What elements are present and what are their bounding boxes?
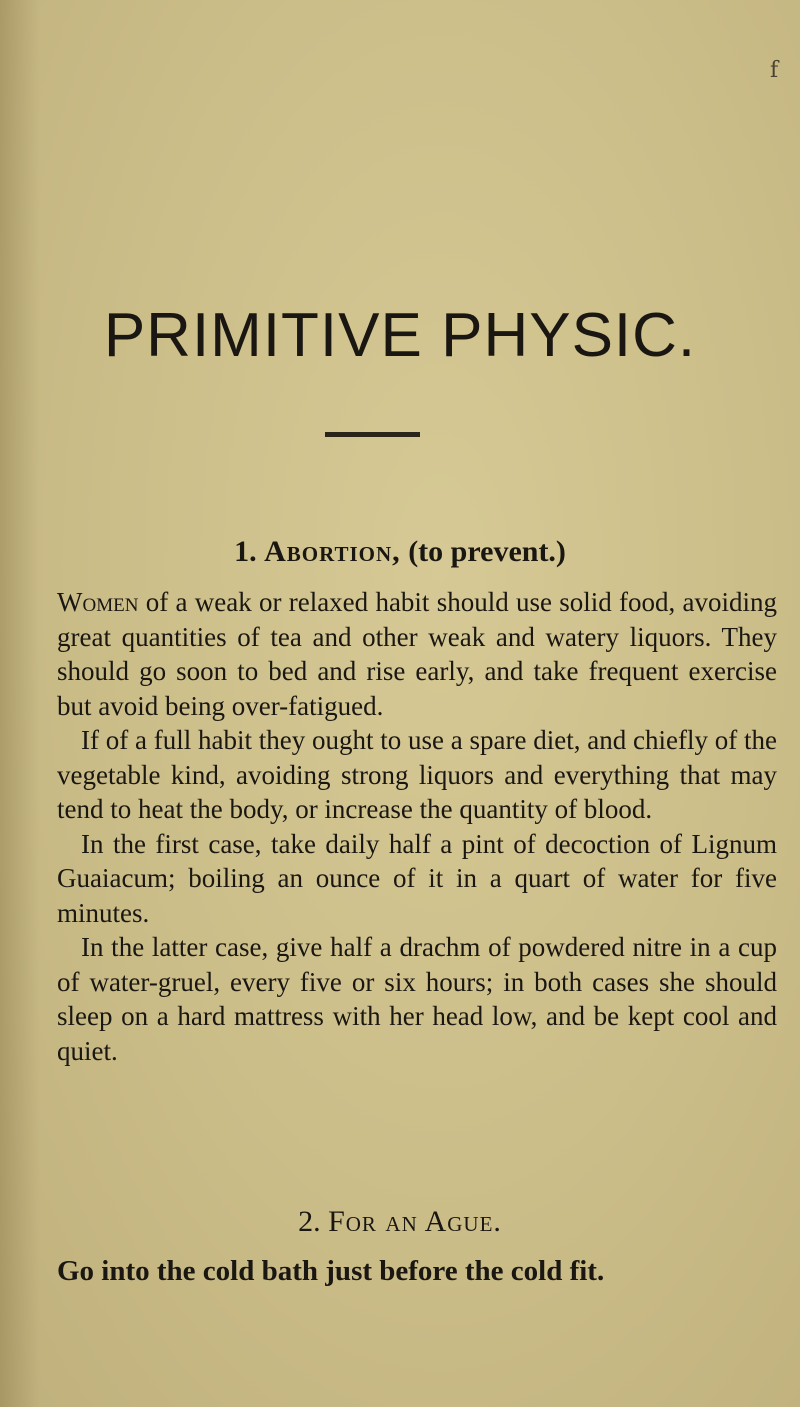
section-1-heading-caps: Abortion, [264, 535, 401, 568]
page-binding-shadow [0, 0, 40, 1407]
section-1-number: 1. [234, 535, 257, 568]
section-2-body: Go into the cold bath just before the cold fit. [57, 1255, 605, 1287]
paragraph-text: of a weak or relaxed habit should use solid food, avoiding great quantities of tea and other weak and watery liquors. They should go soon to bed and rise early, and take frequent exercise but avoid being over-fatigued. [57, 587, 778, 721]
paragraph: In the first case, take daily half a pint of decoction of Lignum Guaiacum; boiling an ounce of it in a quart of water for five minutes. [57, 828, 777, 928]
section-2-heading [0, 1205, 800, 1239]
title-rule [325, 432, 420, 437]
paragraph [57, 585, 777, 723]
page-title: PRIMITIVE PHYSIC. [103, 301, 697, 370]
paragraph: In the latter case, give half a drachm of powdered nitre in a cup of water-gruel, every five or six hours; in both cases she should sleep on a hard mattress with her head low, and be kept cool and quiet. [57, 932, 777, 1066]
paragraph: If of a full habit they ought to use a spare diet, and chiefly of the vegetable kind, avoiding strong liquors and everything that may tend to heat the body, or increase the quantity of blood. [57, 725, 777, 824]
lead-word: Women [57, 587, 139, 617]
section-2-heading-caps: For an Ague. [328, 1205, 502, 1238]
section-1-body [57, 585, 777, 1068]
section-1-heading [0, 535, 800, 569]
section-2-number: 2. [298, 1205, 321, 1238]
section-1-heading-rest: (to prevent.) [408, 535, 566, 568]
corner-mark: f [770, 58, 779, 83]
